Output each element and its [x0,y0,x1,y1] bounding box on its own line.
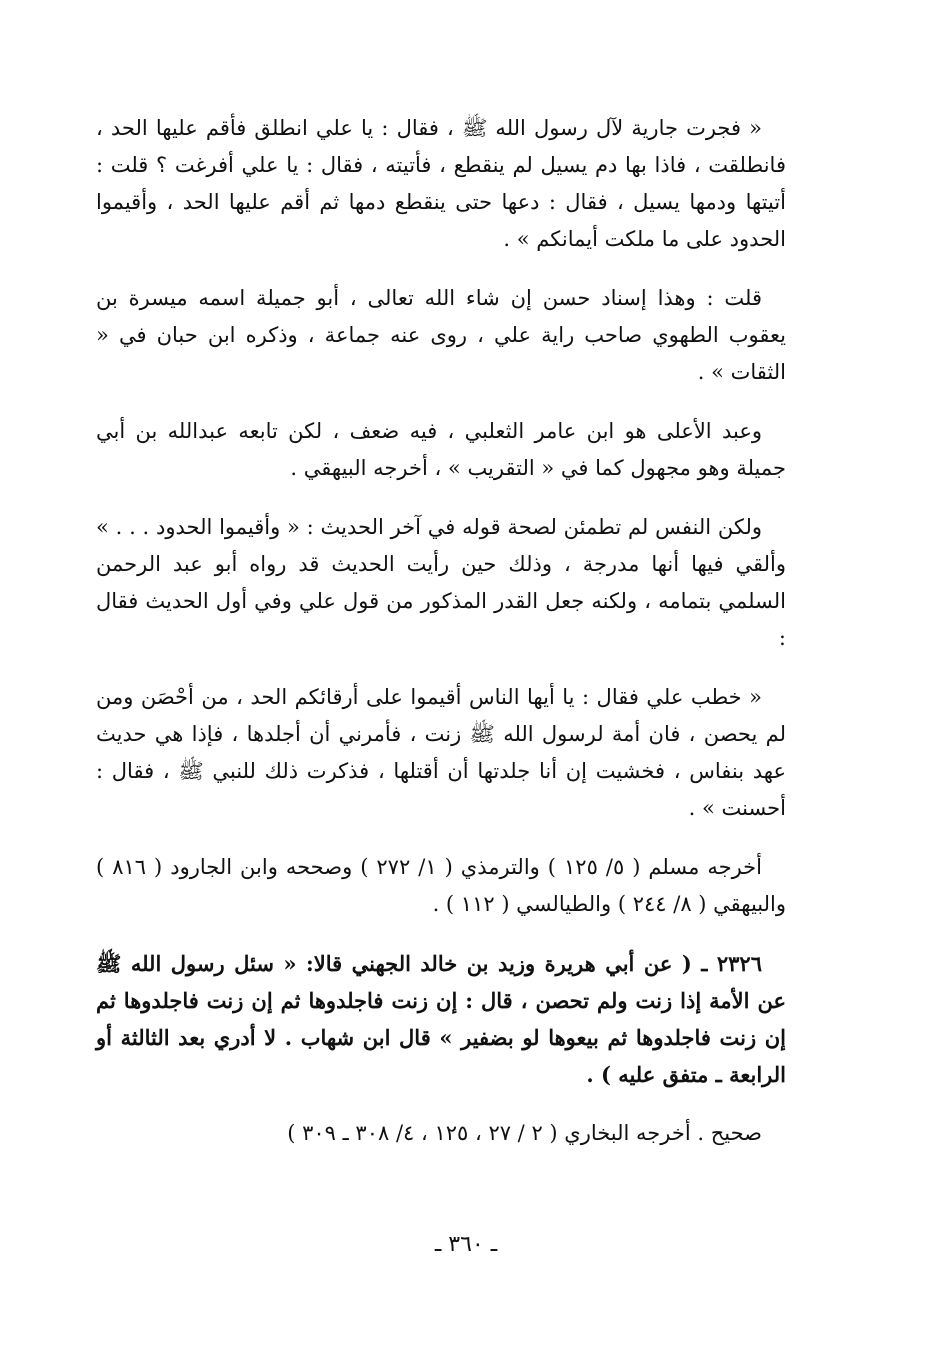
paragraph-critique: ولكن النفس لم تطمئن لصحة قوله في آخر الحديث : « وأقيموا الحدود . . . » وألقي فيها أنها مدرجة ، وذلك حين رأيت الحديث قد رواه أبو عبد الرحمن السلمي بتمامه ، ولكنه جعل القدر المذكور من قول علي وفي أول الحديث فقال : [96,515,786,650]
paragraph-narrator-note: وعبد الأعلى هو ابن عامر الثعلبي ، فيه ضعف ، لكن تابعه عبدالله بن أبي جميلة وهو مجهول كما في « التقريب » ، أخرجه البيهقي . [96,419,786,480]
paragraph-hadith-2326: ٢٣٢٦ ـ ( عن أبي هريرة وزيد بن خالد الجهني قالا: « سئل رسول الله ﷺ عن الأمة إذا زنت ولم تحصن ، قال : إن زنت فاجلدوها ثم إن زنت فاجلدوها ثم إن زنت فاجلدوها ثم بيعوها لو بضفير » قال ابن شهاب . لا أدري بعد الثالثة أو الرابعة ـ متفق عليه ) . [96,951,786,1087]
page-body [96,110,786,1174]
paragraph-sahih-verdict: صحيح . أخرجه البخاري ( ٢ / ٢٧ ، ١٢٥ ، ٤/ ٣٠٨ ـ ٣٠٩ ) [287,1121,762,1145]
page-number: ـ ٣٦٠ ـ [434,1232,498,1257]
paragraph-khutba-quote: « خطب علي فقال : يا أيها الناس أقيموا على أرقائكم الحد ، من أحْصَن ومن لم يحصن ، فان أمة لرسول الله ﷺ زنت ، فأمرني أن أجلدها ، فإذا هي حديث عهد بنفاس ، فخشيت إن أنا جلدتها أن أقتلها ، فذكرت ذلك للنبي ﷺ ، فقال : أحسنت » . [96,685,786,820]
paragraph-takhrij: أخرجه مسلم ( ٥/ ١٢٥ ) والترمذي ( ١/ ٢٧٢ ) وصححه وابن الجارود ( ٨١٦ ) والبيهقي ( ٨/ ٢٤٤ ) والطيالسي ( ١١٢ ) . [96,855,786,916]
paragraph-isnad-comment: قلت : وهذا إسناد حسن إن شاء الله تعالى ، أبو جميلة اسمه ميسرة بن يعقوب الطهوي صاحب راية علي ، روى عنه جماعة ، وذكره ابن حبان في « الثقات » . [96,286,786,384]
paragraph-hadith-quote: « فجرت جارية لآل رسول الله ﷺ ، فقال : يا علي انطلق فأقم عليها الحد ، فانطلقت ، فاذا بها دم يسيل لم ينقطع ، فأتيته ، فقال : يا علي أفرغت ؟ قلت : أتيتها ودمها يسيل ، فقال : دعها حتى ينقطع دمها ثم أقم عليها الحد ، وأقيموا الحدود على ما ملكت أيمانكم » . [96,116,786,251]
